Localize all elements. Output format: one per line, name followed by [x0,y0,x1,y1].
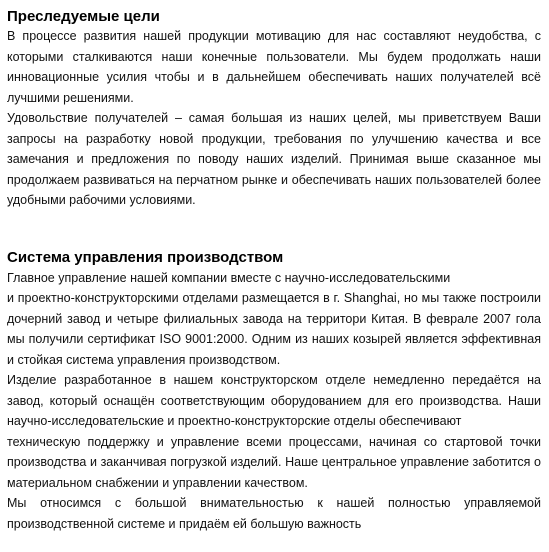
section-heading-goals: Преследуемые цели [7,8,160,25]
section-production-management [7,248,541,535]
paragraph-goals-2: Удовольствие получателей – самая большая из наших целей, мы приветствуем Ваши запросы на разработку новой продукции, требования по улучшению качества и все замечания и предложения по поводу наших изделий. Принимая выше сказанное мы продолжаем развиваться на перчатном рынке и обеспечивать наших пользователей более удобными рабочими условиями. [7,111,541,207]
paragraph-production-2: и проектно-конструкторскими отделами размещается в г. Shanghai, но мы также построили дочерний завод и четыре филиальных завода на территори Китая. В феврале 2007 гола мы получили сертификат ISO 9001:2000. Одним из наших козырей является эффективная и стойкая система управления производством. [7,291,541,367]
paragraph-production-3: Изделие разработанное в нашем конструкторском отделе немедленно передаётся на завод, который оснащён соответствующим оборудованием для его производства. Наши научно-исследовательские и проектно-конструкторские отделы обеспечивают [7,373,541,428]
paragraph-production-1: Главное управление нашей компании вместе с научно-исследовательскими [7,270,451,285]
paragraph-goals-1: В процессе развития нашей продукции мотивацию для нас составляют неудобства, с которыми сталкиваются наши конечные пользователи. Мы будем продолжать наши инновационные усилия чтобы и в дальнейшем обеспечивать наших получателей всё лучшими решениями. [7,29,541,105]
document-page [7,7,541,534]
paragraph-production-4: техническую поддержку и управление всеми процессами, начиная со стартовой точки производства и заканчивая погрузкой изделий. Наше центральное управление заботится о материальном снабжении и управлении качеством. [7,434,541,490]
paragraph-production-5: Мы относимся с большой внимательностью к нашей полностью управляемой производственной системе и придаём ей большую важность [7,496,541,531]
section-heading-production-management: Система управления производством [7,248,284,266]
section-goals [7,7,541,211]
section-spacer [7,211,541,248]
